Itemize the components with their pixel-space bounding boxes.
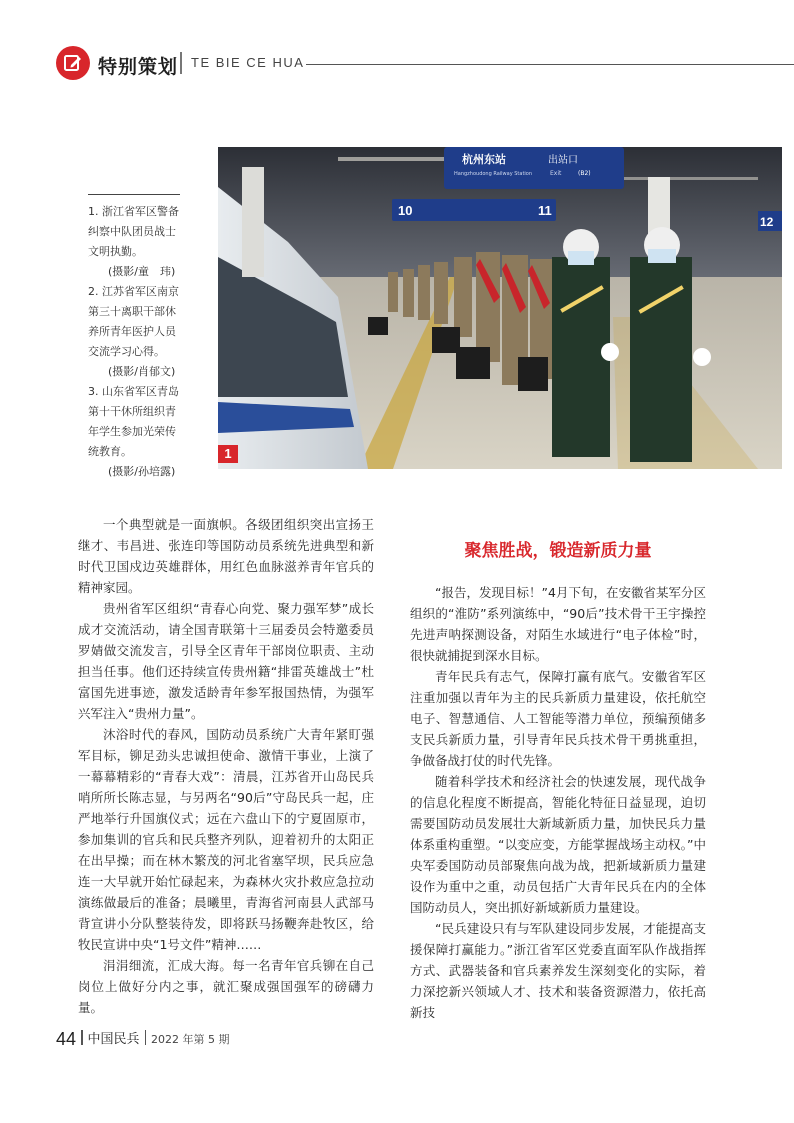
caption-item-1: 1. 浙江省军区警备纠察中队团员战士文明执勤。 — [88, 205, 179, 258]
paragraph: 随着科学技术和经济社会的快速发展，现代战争的信息化程度不断提高，智能化特征日益显现，迫切需要国防动员发展壮大新域新质力量，加快民兵力量体系重构重塑。“以变应变，方能掌握战场主动权。”中央军委国防动员部聚焦向战为战，把新域新质力量建设作为重中之重，动员包括广大青年民兵在内的全体国防动员人，突出抓好新域新质力量建设。 — [410, 774, 706, 915]
caption-credit-2: (摄影/肖郁文) — [108, 365, 176, 378]
edit-icon — [56, 46, 90, 80]
header-divider — [180, 52, 182, 74]
page-header — [56, 46, 794, 82]
footer-divider — [81, 1030, 83, 1045]
paragraph: 青年民兵有志气，保障打赢有底气。安徽省军区注重加强以青年为主的民兵新质力量建设，依托航空电子、智慧通信、人工智能等潜力单位，预编预储多支民兵新质力量，引导青年民兵技术骨干勇挑重担，争做备战打仗的时代先锋。 — [410, 669, 706, 768]
paragraph: 沐浴时代的春风，国防动员系统广大青年紧盯强军目标，铆足劲头忠诚担使命、激情干事业，上演了一幕幕精彩的“青春大戏”：清晨，江苏省开山岛民兵哨所所长陈志显，与另两名“90后”守岛民兵一起，庄严地举行升国旗仪式；远在六盘山下的宁夏固原市，参加集训的官兵和民兵整齐列队，迎着初升的太阳正在出早操；而在林木繁茂的河北省塞罕坝，民兵应急连一大早就开始忙碌起来，为森林火灾扑救应急拉动演练做最后的准备；晨曦里，青海省河南县人武部马背宣讲小分队整装待发，即将跃马扬鞭奔赴牧区，给牧民宣讲中央“1号文件”精神…… — [78, 727, 374, 952]
paragraph: “报告，发现目标！”4月下旬，在安徽省某军分区组织的“淮防”系列演练中，“90后”技术骨干王宇操控先进声呐探测设备，对陌生水域进行“电子体检”时，很快就捕捉到深水目标。 — [410, 585, 706, 663]
article-column-left — [78, 514, 374, 1018]
sign-station-text: 杭州东站 — [462, 153, 506, 166]
paragraph: 涓涓细流，汇成大海。每一名青年官兵铆在自己岗位上做好分内之事，就汇聚成强国强军的磅礴力量。 — [78, 958, 374, 1015]
section-heading: 聚焦胜战，锻造新质力量 — [464, 541, 652, 561]
caption-credit-3: (摄影/孙培露) — [108, 465, 176, 478]
sign-exit-en: Exit — [550, 170, 562, 177]
sign-platform-a: 10 — [398, 203, 413, 218]
magazine-name: 中国民兵 — [87, 1032, 140, 1047]
photo-train-platform — [218, 147, 782, 469]
photo-number-badge: 1 — [218, 445, 238, 463]
caption-item-2: 2. 江苏省军区南京第三十离职干部休养所青年医护人员交流学习心得。 — [88, 285, 179, 358]
photo-caption — [88, 194, 186, 482]
caption-item-3: 3. 山东省军区青岛第十干休所组织青年学生参加光荣传统教育。 — [88, 385, 179, 458]
caption-rule — [88, 194, 180, 195]
issue-label: 2022 年第 5 期 — [151, 1033, 230, 1046]
caption-credit-1: (摄影/童 玮) — [108, 265, 176, 278]
footer-divider — [145, 1030, 147, 1045]
sign-platform-right: 12 — [760, 215, 774, 229]
page-number: 44 — [56, 1029, 77, 1049]
sign-platform-b: 11 — [538, 203, 552, 218]
header-rule — [306, 64, 794, 65]
sign-exit-code: (B2) — [578, 170, 591, 177]
paragraph: 一个典型就是一面旗帜。各级团组织突出宣扬王继才、韦昌进、张连印等国防动员系统先进典型和新时代卫国戍边英雄群体，用红色血脉滋养青年官兵的精神家园。 — [78, 517, 374, 595]
section-title-badge: 特别策划 — [98, 56, 179, 78]
article-column-right — [410, 582, 706, 1023]
paragraph: 贵州省军区组织“青春心向党、聚力强军梦”成长成才交流活动，请全国青联第十三届委员会特邀委员罗婧做交流发言，引导全区青年干部岗位职责、主动担当任事。他们还持续宣传贵州籍“排雷英雄战士”杜富国先进事迹，激发适龄青年参军报国热情，为强军兴军注入“贵州力量”。 — [78, 601, 374, 721]
page-footer — [56, 1028, 230, 1052]
sign-station-en: Hangzhoudong Railway Station — [454, 171, 533, 177]
section-pinyin: TE BIE CE HUA — [191, 55, 305, 70]
sign-exit-text: 出站口 — [548, 155, 578, 166]
paragraph: “民兵建设只有与军队建设同步发展，才能提高支援保障打赢能力。”浙江省军区党委直面军队作战指挥方式、武器装备和官兵素养发生深刻变化的实际，着力深挖新兴领域人才、技术和装备资源潜力，依托高新技 — [410, 921, 706, 1020]
